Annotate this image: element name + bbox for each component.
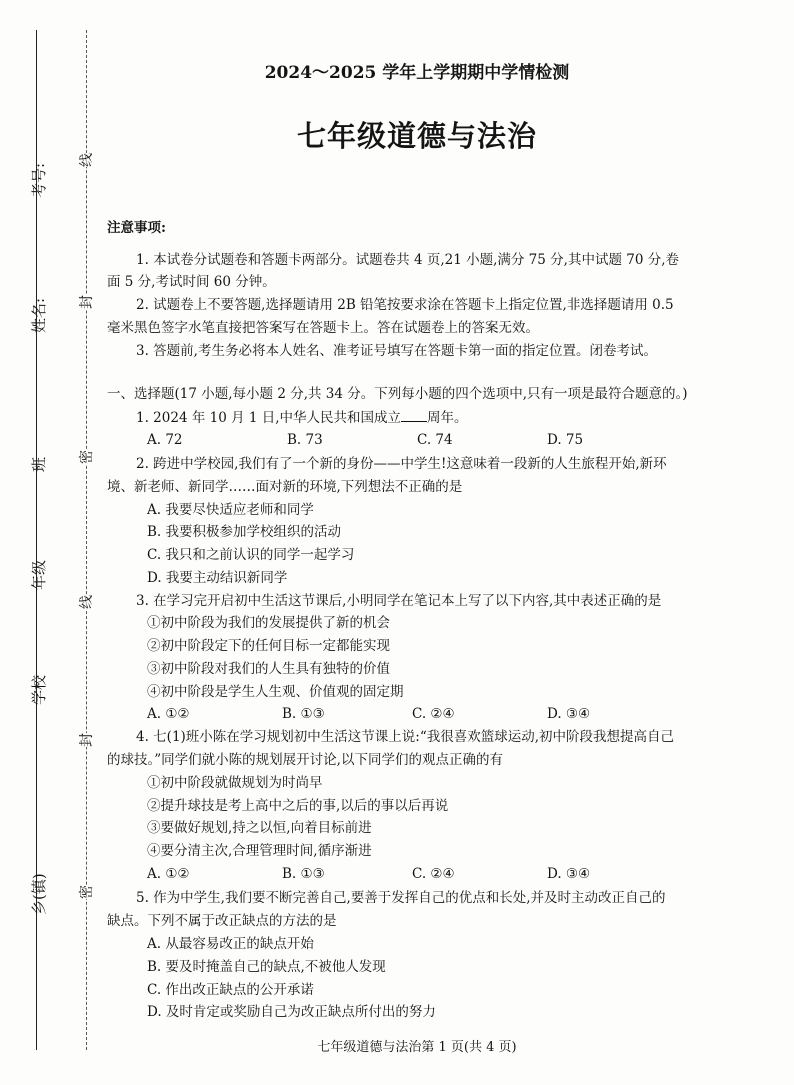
question-4-stem-line1: 4. 七(1)班小陈在学习规划初中生活这节课上说:“我很喜欢篮球运动,初中阶段我想提高自己 bbox=[136, 729, 675, 745]
q1-option-a: A. 72 bbox=[147, 432, 183, 448]
question-4-stem-line2: 的球技。”同学们就小陈的规划展开讨论,以下同学们的观点正确的有 bbox=[107, 752, 503, 768]
question-2-stem-line1: 2. 跨进中学校园,我们有了一个新的身份——中学生!这意味着一段新的人生旅程开始,新环 bbox=[136, 456, 667, 472]
seal-line-mid: 线 bbox=[74, 595, 98, 609]
q3-option-c: C. ②④ bbox=[412, 706, 455, 722]
q1-option-d: D. 75 bbox=[547, 432, 584, 448]
q4-statement-2: ②提升球技是考上高中之后的事,以后的事以后再说 bbox=[147, 798, 449, 814]
town-label: 乡(镇) bbox=[30, 873, 48, 915]
seal-feng-bottom: 封 bbox=[74, 733, 98, 747]
question-1-stem bbox=[136, 409, 468, 427]
notice-heading: 注意事项: bbox=[107, 220, 166, 236]
q5-option-b: B. 要及时掩盖自己的缺点,不被他人发现 bbox=[147, 959, 386, 975]
seal-line-top: 线 bbox=[74, 153, 98, 167]
q2-option-a: A. 我要尽快适应老师和同学 bbox=[147, 502, 314, 518]
notice-item2-line1: 2. 试题卷上不要答题,选择题请用 2B 铅笔按要求涂在答题卡上指定位置,非选择题请用 0.5 bbox=[136, 297, 674, 313]
q5-option-d: D. 及时肯定或奖励自己为改正缺点所付出的努力 bbox=[147, 1004, 436, 1020]
q4-statement-4: ④要分清主次,合理管理时间,循序渐进 bbox=[147, 843, 372, 859]
exam-subtitle: 2024～2025 学年上学期期中学情检测 bbox=[264, 63, 570, 83]
q3-statement-2: ②初中阶段定下的任何目标一定都能实现 bbox=[147, 638, 390, 654]
q3-option-d: D. ③④ bbox=[547, 706, 591, 722]
notice-item2-line2: 毫米黑色签字水笔直接把答案写在答题卡上。答在试题卷上的答案无效。 bbox=[107, 320, 539, 336]
q3-option-a: A. ①② bbox=[147, 706, 190, 722]
notice-item3: 3. 答题前,考生务必将本人姓名、准考证号填写在答题卡第一面的指定位置。闭卷考试。 bbox=[136, 343, 657, 359]
school-label: 学校 bbox=[30, 674, 48, 705]
notice-item1-line1: 1. 本试卷分试题卷和答题卡两部分。试题卷共 4 页,21 小题,满分 75 分,其中试题 70 分,卷 bbox=[136, 252, 679, 268]
q4-option-d: D. ③④ bbox=[547, 866, 591, 882]
notice-item1-line2: 面 5 分,考试时间 60 分钟。 bbox=[107, 274, 276, 290]
q3-statement-3: ③初中阶段对我们的人生具有独特的价值 bbox=[147, 661, 390, 677]
q4-option-c: C. ②④ bbox=[412, 866, 455, 882]
q4-option-a: A. ①② bbox=[147, 866, 190, 882]
question-3-stem: 3. 在学习完开启初中生活这节课后,小明同学在笔记本上写了以下内容,其中表述正确的是 bbox=[136, 593, 662, 609]
exam-title: 七年级道德与法治 bbox=[296, 119, 537, 153]
question-5-stem-line1: 5. 作为中学生,我们要不断完善自己,要善于发挥自己的优点和长处,并及时主动改正自己的 bbox=[136, 890, 666, 906]
seal-mi-top: 密 bbox=[74, 450, 98, 464]
q3-option-b: B. ①③ bbox=[282, 706, 325, 722]
q5-option-a: A. 从最容易改正的缺点开始 bbox=[147, 936, 314, 952]
seal-feng-top: 封 bbox=[74, 295, 98, 309]
class-label: 班 bbox=[30, 456, 48, 472]
q4-statement-1: ①初中阶段就做规划为时尚早 bbox=[147, 775, 323, 791]
q3-statement-1: ①初中阶段为我们的发展提供了新的机会 bbox=[147, 615, 390, 631]
question-1-stem-after: 周年。 bbox=[427, 410, 468, 426]
q5-option-c: C. 作出改正缺点的公开承诺 bbox=[147, 982, 314, 998]
answer-blank bbox=[401, 409, 427, 422]
q4-option-b: B. ①③ bbox=[282, 866, 325, 882]
grade-label: 年级 bbox=[30, 559, 48, 590]
question-1-stem-before: 1. 2024 年 10 月 1 日,中华人民共和国成立 bbox=[136, 410, 402, 426]
section-heading: 一、选择题(17 小题,每小题 2 分,共 34 分。下列每小题的四个选项中,只有一项是最符合题意的。) bbox=[107, 386, 688, 402]
q2-option-c: C. 我只和之前认识的同学一起学习 bbox=[147, 547, 355, 563]
q4-statement-3: ③要做好规划,持之以恒,向着目标前进 bbox=[147, 820, 372, 836]
q1-option-c: C. 74 bbox=[417, 432, 453, 448]
q1-option-b: B. 73 bbox=[287, 432, 323, 448]
question-5-stem-line2: 缺点。下列不属于改正缺点的方法的是 bbox=[107, 913, 337, 929]
question-2-stem-line2: 境、新老师、新同学……面对新的环境,下列想法不正确的是 bbox=[107, 479, 463, 495]
exam-number-label: 考号: bbox=[30, 162, 48, 198]
seal-mi-bottom: 密 bbox=[74, 885, 98, 899]
q3-statement-4: ④初中阶段是学生人生观、价值观的固定期 bbox=[147, 684, 404, 700]
q2-option-b: B. 我要积极参加学校组织的活动 bbox=[147, 524, 342, 540]
page-footer: 七年级道德与法治第 1 页(共 4 页) bbox=[317, 1040, 517, 1055]
name-label: 姓名: bbox=[30, 297, 48, 333]
q2-option-d: D. 我要主动结识新同学 bbox=[147, 570, 288, 586]
